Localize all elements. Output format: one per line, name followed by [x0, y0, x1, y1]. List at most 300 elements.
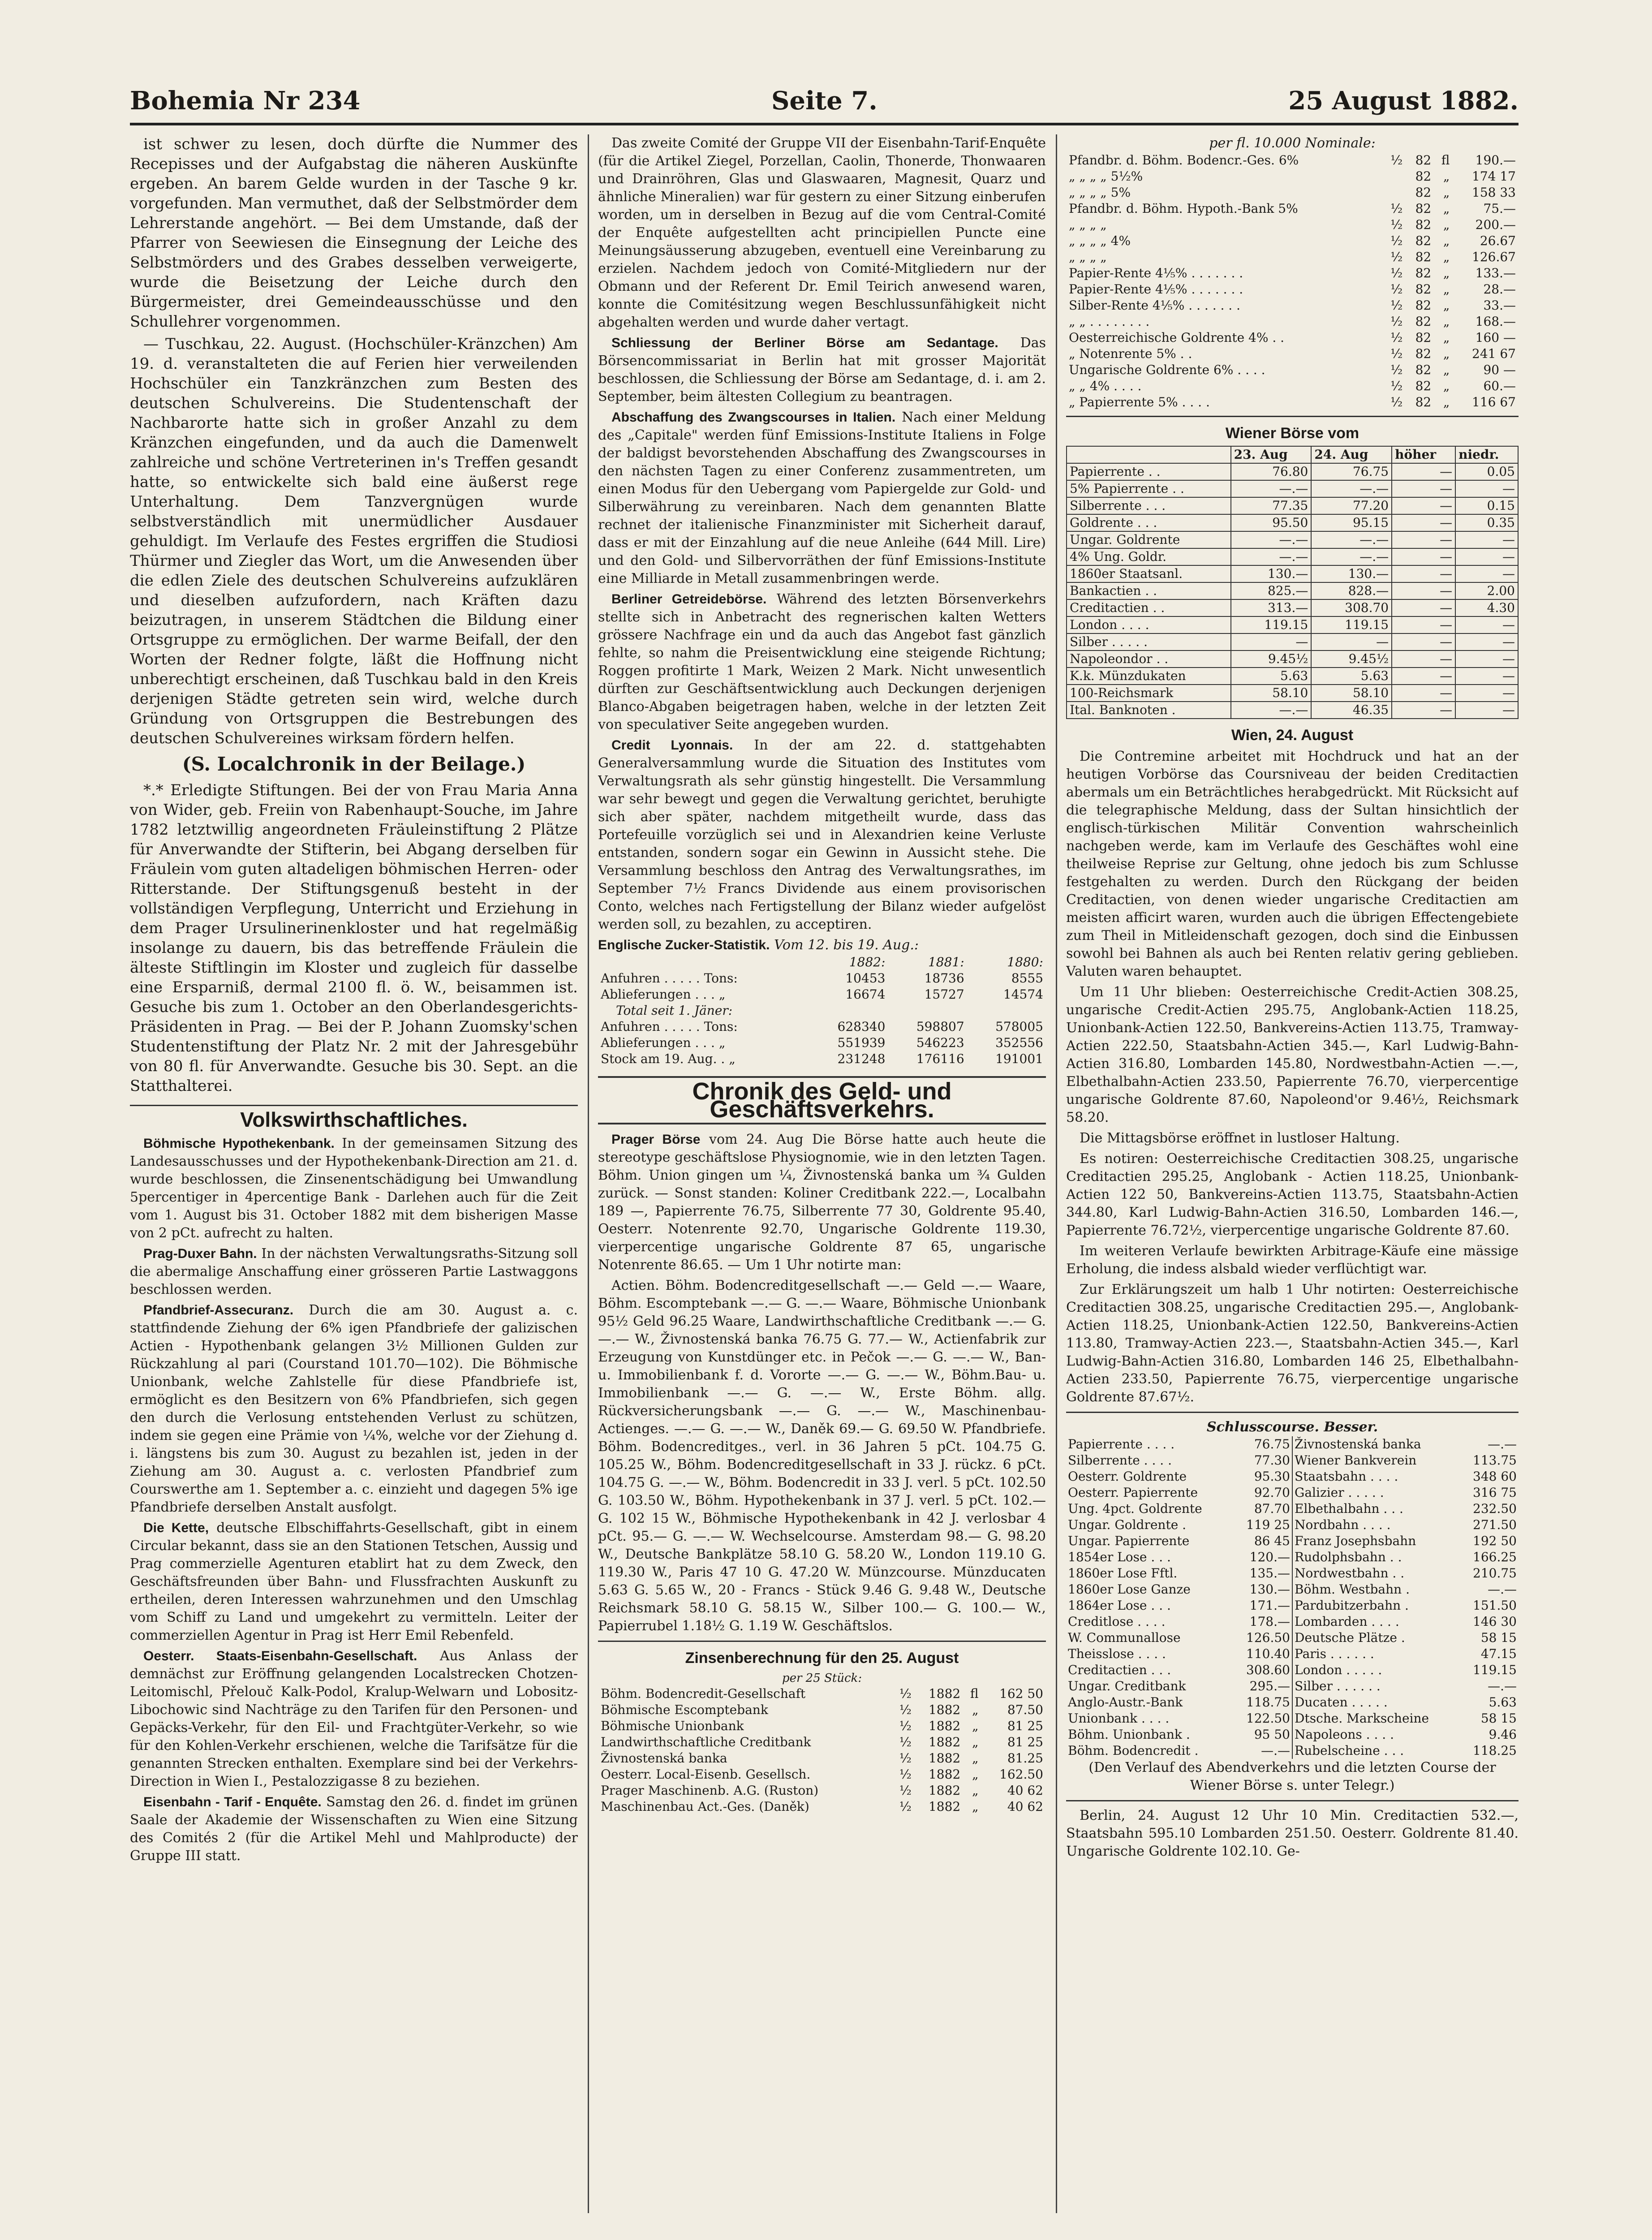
zinsen-currency: „ — [972, 1783, 979, 1798]
schluss-value: 271.50 — [1473, 1517, 1517, 1532]
pfand-value: 241 67 — [1472, 346, 1516, 361]
schluss-value: 95 50 — [1254, 1727, 1290, 1742]
article-staatseisenbahn — [130, 1647, 578, 1791]
table-row — [1066, 362, 1519, 378]
zinsen-year: 1882 — [928, 1783, 961, 1798]
wien-report-2: Um 11 Uhr blieben: Oesterreichische Credit-Actien 308.25, ungarische Credit-Actien 295.75, Anglobank-Actien 118.25, Unionbank-Actien 122.50, Bankvereins-Actien 113.75, Tramway-Actien 222.50, Staatsbahn-Actien 345.—, Karl Ludwig-Bahn-Actien 316.80, Lombarden 145.80, Nordwestbahn-Actien —.—, Elbethalbahn-Actien 233.50, Papierrente 76.70, vierpercentige ungarische Goldrente 87.60, Napoleond'or 9.46½, Reichsmark 58.20. — [1066, 984, 1519, 1125]
table-row — [1067, 548, 1518, 565]
zucker-total-row — [598, 1003, 1046, 1019]
wien-value: — — [1392, 668, 1455, 685]
zinsen-value: 87.50 — [1007, 1702, 1043, 1717]
zucker-years-row — [598, 954, 1046, 970]
zinsen-name: Landwirthschaftliche Creditbank — [601, 1735, 811, 1749]
zinsen-subtitle: per 25 Stück: — [782, 1671, 862, 1685]
table-row — [1066, 1646, 1292, 1662]
pfand-fraction — [1382, 168, 1406, 185]
pfand-fraction: ½ — [1390, 217, 1403, 232]
schluss-name: Böhm. Bodencredit . — [1068, 1743, 1199, 1758]
zucker-value: 176116 — [916, 1051, 964, 1066]
header-page-number: Seite 7. — [771, 86, 878, 116]
schluss-value: 119 25 — [1246, 1517, 1290, 1532]
schluss-value: 95.30 — [1254, 1469, 1290, 1484]
lead-getreideboerse: Berliner Getreidebörse. — [611, 592, 767, 607]
wien-value: 0.15 — [1455, 497, 1518, 514]
table-row — [1293, 1517, 1519, 1533]
table-row — [1293, 1710, 1519, 1727]
article-stiftungen: *.* Erledigte Stiftungen. Bei der von Frau Maria Anna von Wider, geb. Freiin von Rabenhaupt-Souche, im Jahre 1782 letztwillig angeordneten Fräuleinstiftung 2 Plätze für Anverwandte der Stifterin, bei Abgang derselben für Fräulein vom guten altadeligen böhmischen Herren- oder Ritterstande. Der Stiftungsgenuß besteht in der vollständigen Verpflegung, Unterricht und Erziehung in dem Prager Ursulinerinenkloster und hat regelmäßig insolange zu dauern, bis das betreffende Fräulein die älteste Stiftlingin im Kloster und zugleich für dasselbe eine Ersparniß, dermal 2100 fl. ö. W., beisammen ist. Gesuche bis zum 1. October an den Oberlandesgerichts-Präsidenten in Prag. — Bei der P. Johann Zuomsky'schen Studentenstiftung der Platz Nr. 2 mit der Jahresgebühr von 80 fl. für Anverwandte. Gesuche bis 30. Sept. an die Statthalterei. — [130, 781, 578, 1095]
schluss-value: 118.75 — [1246, 1695, 1290, 1710]
zucker-label: Ablieferungen . . . „ — [601, 1035, 726, 1050]
schluss-name: Rudolphsbahn . . — [1295, 1550, 1402, 1564]
table-row — [1293, 1646, 1519, 1662]
table-row — [1067, 685, 1518, 702]
pfand-date: 82 — [1415, 185, 1432, 200]
schluss-value: 122.50 — [1246, 1711, 1290, 1726]
article-suicide-end: ist schwer zu lesen, doch dürfte die Nummer des Recepisses und der Aufgabstag die näheren Auskünfte ergeben. An barem Gelde wurden in der Tasche 9 kr. vorgefunden. Man vermuthet, daß der Selbstmörder dem Lehrerstande angehört. — Bei dem Umstande, daß der Pfarrer von Seewiesen die Einsegnung der Leiche des Selbstmörders und des Grabes desselben verweigerte, wurde die Beisetzung der Leiche durch den Bürgermeister, drei Gemeindeausschüsse und den Schullehrer vorgenommen. — [130, 135, 578, 331]
schluss-name: Creditlose . . . . — [1068, 1614, 1166, 1629]
schluss-name: Ung. 4pct. Goldrente — [1068, 1501, 1202, 1516]
zinsen-currency: „ — [972, 1767, 979, 1782]
schluss-name: Ducaten . . . . . — [1295, 1695, 1388, 1710]
wien-value: 4.30 — [1455, 599, 1518, 616]
zinsen-year: 1882 — [928, 1686, 961, 1701]
schlusscourse-note: (Den Verlauf des Abendverkehrs und die letzten Course der Wiener Börse s. unter Telegr.) — [1088, 1760, 1496, 1793]
pfand-value: 33.— — [1483, 298, 1516, 313]
local-chronicle-note: (S. Localchronik in der Beilage.) — [182, 753, 526, 775]
zucker-year: 1880: — [1007, 955, 1043, 969]
schluss-value: —.— — [1488, 1582, 1517, 1597]
wien-value: — — [1392, 548, 1455, 565]
section-volkswirthschaft: Volkswirthschaftliches. — [130, 1105, 578, 1129]
table-row — [1293, 1662, 1519, 1678]
table-row — [1066, 394, 1519, 410]
wien-value: 77.35 — [1231, 497, 1312, 514]
zucker-value: 8555 — [1011, 971, 1043, 986]
article-pfandbrief — [130, 1301, 578, 1516]
table-row — [1066, 1678, 1292, 1694]
schluss-value: 86 45 — [1254, 1534, 1290, 1548]
table-row — [1067, 531, 1518, 548]
schluss-value: —.— — [1488, 1437, 1517, 1452]
zinsen-title: Zinsenberechnung für den 25. August — [685, 1650, 959, 1667]
table-row — [1066, 265, 1519, 281]
pfand-currency: „ — [1443, 379, 1450, 393]
schluss-value: 118.25 — [1473, 1743, 1517, 1758]
zinsen-value: 40 62 — [1007, 1799, 1043, 1814]
wien-value: — — [1455, 702, 1518, 719]
table-row — [1067, 497, 1518, 514]
text-getreideboerse: Während des letzten Börsenverkehrs stellte sich in Anbetracht des regnerischen kalten Wetters grössere Nachfrage ein und da auch das Angebot fast gänzlich fehlte, so nahm die Preisentwicklung eine steigende Richtung; Roggen profitirte 1 Mark, Weizen 2 Mark. Nicht unwesentlich dürften zur Geschäftsentwicklung auch Deckungen derjenigen Blanco-Abgaben beigetragen haben, welche in der letzten Zeit von speculativer Seite angegeben wurden. — [598, 591, 1046, 732]
wien-value: 58.10 — [1231, 685, 1312, 702]
schlusscourse-grid — [1066, 1436, 1519, 1759]
wien-value: — — [1392, 702, 1455, 719]
schluss-value: 87.70 — [1254, 1501, 1290, 1516]
table-row — [1066, 281, 1519, 297]
column-header: niedr. — [1455, 446, 1518, 463]
pfand-fraction: ½ — [1390, 233, 1403, 248]
pfand-name: „ Papierrente 5% . . . . — [1069, 395, 1210, 409]
table-row — [598, 1750, 1046, 1766]
wien-value: — — [1455, 565, 1518, 582]
pfand-date: 82 — [1415, 266, 1432, 280]
table-row — [1066, 1452, 1292, 1469]
zinsen-value: 81 25 — [1007, 1719, 1043, 1733]
column-rule-1 — [588, 134, 589, 2213]
pfand-date: 82 — [1415, 346, 1432, 361]
table-row — [598, 1702, 1046, 1718]
schluss-value: 76.75 — [1254, 1437, 1290, 1452]
schluss-value: 110.40 — [1246, 1646, 1290, 1661]
wien-security: 1860er Staatsanl. — [1067, 565, 1231, 582]
zucker-value: 628340 — [837, 1019, 886, 1034]
zinsen-fraction: ½ — [899, 1719, 912, 1733]
article-hypothekenbank — [130, 1135, 578, 1242]
zinsen-value: 162 50 — [999, 1686, 1043, 1701]
zucker-label: Anfuhren . . . . . Tons: — [601, 971, 738, 986]
pfand-fraction: ½ — [1390, 314, 1403, 329]
article-prager-boerse — [598, 1131, 1046, 1274]
column-1 — [130, 134, 578, 2213]
zinsen-value: 40 62 — [1007, 1783, 1043, 1798]
pfand-fraction: ½ — [1390, 379, 1403, 393]
wien-value: — — [1392, 650, 1455, 668]
schluss-name: Böhm. Westbahn . — [1295, 1582, 1410, 1597]
table-row — [1066, 1598, 1292, 1614]
zinsen-name: Böhm. Bodencredit-Gesellschaft — [601, 1686, 806, 1701]
table-row — [598, 1686, 1046, 1702]
schluss-name: Anglo-Austr.-Bank — [1068, 1695, 1183, 1710]
schluss-value: 192 50 — [1473, 1534, 1517, 1548]
table-row — [1066, 1436, 1292, 1452]
table-row — [1066, 1743, 1292, 1759]
text-prager-boerse: vom 24. Aug Die Börse hatte auch heute die stereotype geschäftslose Physiognomie, wie in den letzten Tagen. Böhm. Union gingen um ¼, Živnostenská banka um ¾ Gulden zurück. — Sonst standen: Koliner Creditbank 222.—, Localbahn 189 —, Papierrente 76.75, Silberrente 77 30, Goldrente 95.40, Oesterr. Notenrente 92.70, Ungarische Goldrente 119.30, vierpercentige ungarische Goldrente 87 65, ungarische Notenrente 86.65. — Um 1 Uhr notirte man: — [598, 1132, 1046, 1273]
table-row — [1066, 330, 1519, 346]
zucker-year: 1882: — [849, 955, 886, 969]
table-row — [1293, 1694, 1519, 1710]
wien-value: 0.35 — [1455, 514, 1518, 531]
table-row — [598, 1718, 1046, 1734]
wien-security: Silber . . . . . — [1067, 633, 1231, 650]
table-row — [1067, 650, 1518, 668]
newspaper-page — [130, 85, 1519, 2227]
table-row — [1293, 1598, 1519, 1614]
wien-value: — — [1455, 616, 1518, 633]
wien-security: Papierrente . . — [1067, 463, 1231, 480]
table-row — [1066, 1565, 1292, 1581]
pfand-currency: „ — [1443, 185, 1450, 200]
schluss-name: Oesterr. Goldrente — [1068, 1469, 1187, 1484]
zinsen-currency: „ — [972, 1735, 979, 1749]
schluss-name: Silberrente . . . . — [1068, 1453, 1172, 1468]
pfand-value: 28.— — [1483, 282, 1516, 297]
pfandbrief-table — [1066, 152, 1519, 410]
pfand-date: 82 — [1415, 314, 1432, 329]
column-2 — [598, 134, 1046, 2213]
wien-security: Ungar. Goldrente — [1067, 531, 1231, 548]
zinsen-name: Maschinenbau Act.-Ges. (Daněk) — [601, 1799, 809, 1814]
table-row — [598, 1051, 1046, 1067]
table-row — [1293, 1452, 1519, 1469]
table-row — [1066, 168, 1519, 185]
wien-value: 130.— — [1231, 565, 1312, 582]
table-row — [1293, 1565, 1519, 1581]
table-row — [1066, 201, 1519, 217]
wien-security: 4% Ung. Goldr. — [1067, 548, 1231, 565]
zinsen-fraction: ½ — [899, 1702, 912, 1717]
article-tarif-enquete — [130, 1793, 578, 1865]
article-tuschkau: — Tuschkau, 22. August. (Hochschüler-Kränzchen) Am 19. d. veranstalteten die auf Ferien hier verweilenden Hochschüler ein Tanzkränzchen zum Besten des deutschen Schulvereins. Die Studentenschaft der Nachbarorte hatte sich in großer Anzahl zu dem Kränzchen eingefunden, und da auch die Damenwelt zahlreiche und schöne Vertreterinen in's Treffen gesandt hatte, so entwickelte sich bald eine äußerst rege Unterhaltung. Dem Tanzvergnügen wurde selbstverständlich mit unermüdlicher Ausdauer gehuldigt. Im Verlaufe des Festes ergriffen die Studiosi Thürmer und Ziegler das Wort, um die Anwesenden über die edlen Ziele des deutschen Schulvereins aufzuklären und dieselben aufzufordern, nach Kräften dazu beizutragen, in unserem Städtchen die Bildung einer Ortsgruppe zu ermöglichen. Der warme Beifall, der den Worten der Redner folgte, läßt die Hoffnung nicht unberechtigt erscheinen, daß Tuschkau bald in den Kreis derjenigen Städte getreten sein wird, welche durch Gründung von Ortsgruppen die Bestrebungen des deutschen Schulvereines wirksam fördern helfen. — [130, 335, 578, 747]
pfand-value: 26.67 — [1480, 233, 1516, 248]
zucker-label: Stock am 19. Aug. . „ — [601, 1051, 736, 1066]
zucker-value: 578005 — [995, 1019, 1043, 1034]
zucker-value: 551939 — [837, 1035, 886, 1050]
schluss-name: Deutsche Plätze . — [1295, 1630, 1405, 1645]
wien-value: — — [1455, 548, 1518, 565]
lead-staatseisenbahn: Oesterr. Staats-Eisenbahn-Gesellschaft. — [143, 1649, 417, 1663]
wien-value: —.— — [1231, 531, 1312, 548]
table-row — [1066, 1630, 1292, 1646]
schlusscourse-title: Schlusscourse. Besser. — [1206, 1419, 1378, 1435]
table-row — [598, 1799, 1046, 1815]
table-row — [1066, 1614, 1292, 1630]
text-pfandbrief: Durch die am 30. August a. c. stattfindende Ziehung der 6% igen Pfandbriefe der galizischen Actien - Hypothenbank gelangen 3½ Millionen Gulden zur Rückzahlung al pari (Courstand 101.70—102). Die Böhmische Unionbank, welche Zahlstelle für diese Pfandbriefe ist, ermöglicht es den Besitzern von 6% Pfandbriefen, sich gegen den durch die Verlosung entstehenden Verlust zu schützen, indem sie gegen eine Prämie von ¼%, welche vor der Ziehung d. i. längstens bis zum 30. August zu bezahlen ist, jeden in der Ziehung am 30. August a. c. verlosten Pfandbrief zum Courswerthe am 1. September a. c. einzieht und dagegen 5% ige Pfandbriefe derselben Anstalt ausfolgt. — [130, 1302, 578, 1515]
table-row — [598, 1019, 1046, 1035]
zucker-value: 14574 — [1003, 987, 1043, 1002]
divider — [1066, 1800, 1519, 1801]
zinsen-year: 1882 — [928, 1751, 961, 1766]
wien-value: 825.— — [1231, 582, 1312, 599]
pfand-value: 60.— — [1483, 379, 1516, 393]
pfand-name: Oesterreichische Goldrente 4% . . — [1069, 330, 1285, 345]
wien-security: Goldrente . . . — [1067, 514, 1231, 531]
pfand-date: 82 — [1415, 233, 1432, 248]
wien-value: 5.63 — [1231, 668, 1312, 685]
zinsen-currency: „ — [972, 1799, 979, 1814]
table-row — [1067, 633, 1518, 650]
wien-security: K.k. Münzdukaten — [1067, 668, 1231, 685]
pfand-name: „ „ „ „ 5½% — [1069, 169, 1143, 184]
wien-value: — — [1392, 565, 1455, 582]
wien-value: —.— — [1311, 548, 1392, 565]
zucker-period: Vom 12. bis 19. Aug.: — [774, 937, 919, 953]
pfand-name: „ „ „ „ — [1069, 217, 1107, 232]
schluss-name: 1860er Lose Fftl. — [1068, 1566, 1178, 1581]
wien-report-3: Die Mittagsbörse eröffnet in lustloser Haltung. — [1080, 1130, 1400, 1146]
pfand-fraction — [1382, 185, 1406, 201]
table-row — [598, 1783, 1046, 1799]
table-row — [1066, 1517, 1292, 1533]
schluss-value: 178.— — [1249, 1614, 1290, 1629]
article-comite: Das zweite Comité der Gruppe VII der Eisenbahn-Tarif-Enquête (für die Artikel Ziegel, Porzellan, Caolin, Thonerde, Thonwaaren und Drainröhren, Glas und Glaswaaren, Magnesit, Quarz und ähnliche Mineralien) war für gestern zu einer Sitzung einberufen worden, um in derselben in Bezug auf die vom Central-Comité der Enquête aufgestellten acht principiellen Puncte eine Meinungsäusserung abzugeben, eventuell eine Vereinbarung zu erzielen. Nachdem jedoch von Comité-Mitgliedern nur der Obmann und der Referent Dr. Emil Teirich anwesend waren, konnte die Comitésitzung wegen Beschlussunfähigkeit nicht abgehalten werden und wurde daher vertagt. — [598, 135, 1046, 330]
wien-value: 119.15 — [1231, 616, 1312, 633]
table-row — [1067, 668, 1518, 685]
pfand-value: 158 33 — [1472, 185, 1516, 200]
pfand-value: 174 17 — [1472, 169, 1516, 184]
wien-security: 5% Papierrente . . — [1067, 480, 1231, 497]
section-chronik: Chronik des Geld- und Geschäftsverkehrs. — [598, 1076, 1046, 1124]
pfand-currency: „ — [1443, 250, 1450, 264]
schluss-value: 9.46 — [1489, 1727, 1517, 1742]
pfand-fraction: ½ — [1390, 282, 1403, 297]
table-row — [1066, 152, 1519, 168]
pfand-name: „ Notenrente 5% . . — [1069, 346, 1192, 361]
schluss-name: Ungar. Creditbank — [1068, 1679, 1186, 1693]
wien-value: 0.05 — [1455, 463, 1518, 480]
wien-value: 130.— — [1311, 565, 1392, 582]
zinsen-table — [598, 1686, 1046, 1815]
wien-value: —.— — [1311, 531, 1392, 548]
lead-kette: Die Kette, — [143, 1521, 209, 1535]
zinsen-fraction: ½ — [899, 1799, 912, 1814]
table-row — [1067, 514, 1518, 531]
wiener-boerse-header-row — [1067, 446, 1518, 463]
column-header: 23. Aug — [1231, 446, 1312, 463]
schluss-value: 77.30 — [1254, 1453, 1290, 1468]
wien-value: 2.00 — [1455, 582, 1518, 599]
zucker-statistik — [598, 936, 1046, 1067]
wiener-boerse-table — [1066, 446, 1519, 719]
schluss-value: 135.— — [1249, 1566, 1290, 1581]
wien-value: — — [1392, 480, 1455, 497]
pfand-fraction: ½ — [1390, 330, 1403, 345]
schluss-name: Nordwestbahn . . — [1295, 1566, 1405, 1581]
table-row — [1293, 1630, 1519, 1646]
pfand-name: „ „ „ „ 4% — [1069, 233, 1131, 248]
header-issue: Bohemia Nr 234 — [130, 86, 361, 116]
table-row — [1066, 1710, 1292, 1727]
schluss-name: Rubelscheine . . . — [1295, 1743, 1404, 1758]
table-row — [1066, 1469, 1292, 1485]
zucker-value: 598807 — [916, 1019, 964, 1034]
wien-value: — — [1455, 531, 1518, 548]
wien-security: Silberrente . . . — [1067, 497, 1231, 514]
schluss-value: —.— — [1488, 1679, 1517, 1693]
table-row — [598, 1766, 1046, 1783]
article-schliessung — [598, 334, 1046, 406]
schluss-name: Živnostenská banka — [1295, 1437, 1421, 1452]
wien-value: — — [1392, 531, 1455, 548]
zucker-label: Ablieferungen . . . „ — [601, 987, 726, 1002]
wien-security: Ital. Banknoten . — [1067, 702, 1231, 719]
text-hypothekenbank: In der gemeinsamen Sitzung des Landesausschusses und der Hypothekenbank-Direction am 21. d. wurde beschlossen, die Zinsenentschädigung bei Umwandlung 5percentiger in 4percentige Bank - Darlehen auch für die Zeit vom 1. August bis 31. October 1882 mit dem bisherigen Masse von 2 pCt. aufrecht zu halten. — [130, 1136, 578, 1241]
table-row — [1066, 185, 1519, 201]
wien-report-5: Im weiteren Verlaufe bewirkten Arbitrage-Käufe eine mässige Erholung, die indess alsbald wieder verflüchtigt war. — [1066, 1243, 1519, 1277]
wien-value: —.— — [1231, 548, 1312, 565]
wien-report-4: Es notiren: Oesterreichische Creditactien 308.25, ungarische Creditactien 295.25, Anglobank - Actien 118.25, Unionbank-Actien 122 50, Bankvereins-Actien 113.75, Staatsbahn-Actien 344.80, Karl Ludwig-Bahn-Actien 316.50, Lombarden 146.—, Papierrente 76.72½, vierpercentige ungarische Goldrente 87.60. — [1066, 1151, 1519, 1238]
pfand-name: „ „ „ „ — [1069, 250, 1107, 264]
zucker-year: 1881: — [928, 955, 964, 969]
schluss-name: Pardubitzerbahn . — [1295, 1598, 1409, 1613]
header-date: 25 August 1882. — [1288, 86, 1519, 116]
wien-value: —.— — [1231, 480, 1312, 497]
wien-value: 46.35 — [1311, 702, 1392, 719]
table-row — [1067, 565, 1518, 582]
schluss-name: Dtsche. Markscheine — [1295, 1711, 1429, 1726]
text-prag-duxer: In der nächsten Verwaltungsraths-Sitzung soll die abermalige Anschaffung einer grösseren Partie Lastwaggons beschlossen werden. — [130, 1246, 578, 1297]
pfand-name: Pfandbr. d. Böhm. Hypoth.-Bank 5% — [1069, 201, 1298, 216]
schluss-value: 295.— — [1249, 1679, 1290, 1693]
schluss-name: Oesterr. Papierrente — [1068, 1485, 1198, 1500]
pfand-name: Silber-Rente 4⅕% . . . . . . . — [1069, 298, 1241, 313]
wien-value: — — [1455, 668, 1518, 685]
zinsen-year: 1882 — [928, 1719, 961, 1733]
table-row — [1293, 1436, 1519, 1452]
pfand-value: 190.— — [1475, 153, 1516, 168]
article-zwangscours — [598, 409, 1046, 588]
pfand-name: „ „ 4% . . . . — [1069, 379, 1142, 393]
table-row — [1066, 249, 1519, 265]
wien-value: — — [1455, 650, 1518, 668]
schluss-name: London . . . . . — [1295, 1663, 1382, 1677]
zucker-value: 10453 — [845, 971, 886, 986]
pfand-currency: „ — [1443, 201, 1450, 216]
table-row — [598, 986, 1046, 1003]
table-row — [1066, 297, 1519, 314]
lead-pfandbrief: Pfandbrief-Assecuranz. — [143, 1303, 294, 1318]
pfand-fraction: ½ — [1390, 362, 1403, 377]
zucker-value: 546223 — [916, 1035, 964, 1050]
pfand-currency: „ — [1443, 362, 1450, 377]
divider — [1066, 416, 1519, 417]
pfand-currency: „ — [1443, 298, 1450, 313]
schluss-name: Theisslose . . . . — [1068, 1646, 1166, 1661]
schluss-name: Nordbahn . . . . — [1295, 1517, 1391, 1532]
zucker-value: 352556 — [995, 1035, 1043, 1050]
table-row — [598, 1734, 1046, 1750]
wien-value: —.— — [1311, 480, 1392, 497]
schluss-value: 120.— — [1249, 1550, 1290, 1564]
table-row — [1293, 1581, 1519, 1598]
table-row — [1066, 1485, 1292, 1501]
zinsen-currency: „ — [972, 1702, 979, 1717]
pfand-currency: „ — [1443, 169, 1450, 184]
pfand-name: Papier-Rente 4⅕% . . . . . . . — [1069, 282, 1243, 297]
table-row — [1066, 1549, 1292, 1565]
table-row — [1293, 1533, 1519, 1549]
table-row — [1293, 1614, 1519, 1630]
zucker-total-label: Total seit 1. Jäner: — [616, 1003, 733, 1018]
schlusscourse-left — [1066, 1436, 1292, 1759]
article-kette — [130, 1519, 578, 1645]
table-row — [1066, 1581, 1292, 1598]
lead-zwangscours: Abschaffung des Zwangscourses in Italien. — [611, 410, 896, 425]
zinsen-name: Oesterr. Local-Eisenb. Gesellsch. — [601, 1767, 811, 1782]
schluss-value: 119.15 — [1473, 1663, 1517, 1677]
schluss-value: 126.50 — [1246, 1630, 1290, 1645]
zinsen-value: 162.50 — [999, 1767, 1043, 1782]
wien-value: 95.15 — [1311, 514, 1392, 531]
wien-value: 313.— — [1231, 599, 1312, 616]
zinsen-year: 1882 — [928, 1735, 961, 1749]
schluss-value: 151.50 — [1473, 1598, 1517, 1613]
schluss-value: 166.25 — [1473, 1550, 1517, 1564]
wien-value: — — [1392, 582, 1455, 599]
pfand-date: 82 — [1415, 282, 1432, 297]
wien-value: 76.80 — [1231, 463, 1312, 480]
divider — [598, 1641, 1046, 1642]
schluss-name: W. Communallose — [1068, 1630, 1181, 1645]
pfand-currency: „ — [1443, 233, 1450, 248]
text-kette: deutsche Elbschiffahrts-Gesellschaft, gibt in einem Circular bekannt, dass sie an den Stationen Tetschen, Aussig und Prag commerzielle Agenturen etablirt hat zu dem Zweck, den Geschäftsfreunden über Bahn- und Flussfrachten Auskunft zu ertheilen, deren Interessen wahrzunehmen und den Umschlag vom Schiff zu Land und umgekehrt zu vermitteln. Leiter der commerziellen Agentur in Prag ist Herr Emil Rebenfeld. — [130, 1520, 578, 1643]
zinsen-name: Böhmische Unionbank — [601, 1719, 744, 1733]
wien-value: — — [1392, 633, 1455, 650]
article-getreideboerse — [598, 590, 1046, 734]
pfand-name: Pfandbr. d. Böhm. Bodencr.-Ges. 6% — [1069, 153, 1299, 168]
pfand-fraction: ½ — [1390, 346, 1403, 361]
column-3 — [1066, 134, 1519, 2213]
pfand-currency: „ — [1443, 314, 1450, 329]
pfand-date: 82 — [1415, 153, 1432, 168]
